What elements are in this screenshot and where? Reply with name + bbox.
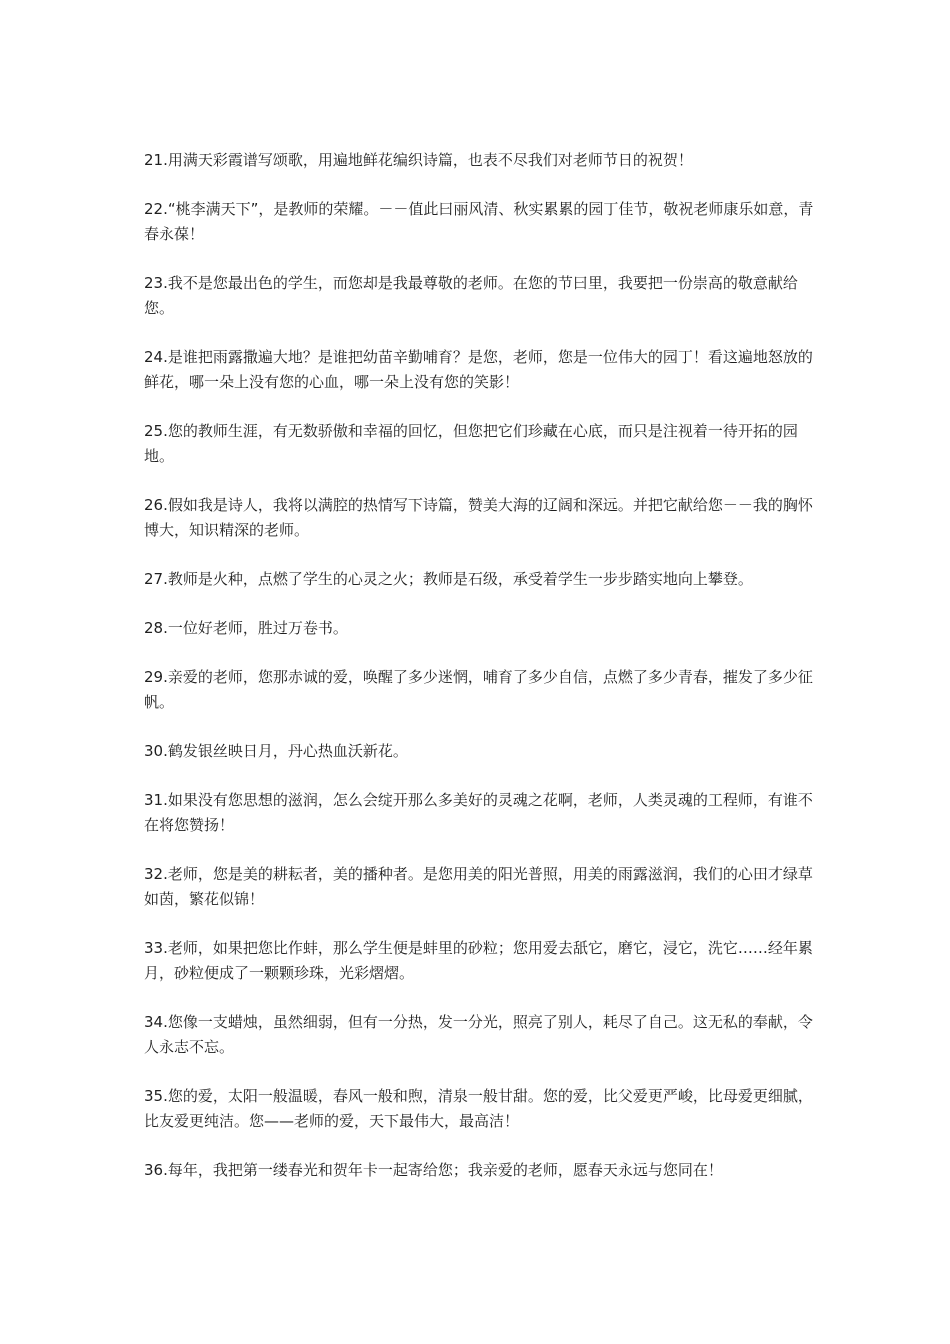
paragraph-30: 30.鹤发银丝映日月，丹心热血沃新花。 xyxy=(144,742,408,760)
paragraph-34: 34.您像一支蜡烛，虽然细弱，但有一分热，发一分光，照亮了别人，耗尽了自己。这无私的奉献，令人永志不忘。 xyxy=(144,1013,813,1056)
paragraph-32: 32.老师，您是美的耕耘者，美的播种者。是您用美的阳光普照，用美的雨露滋润，我们的心田才绿草如茵，繁花似锦！ xyxy=(144,865,813,908)
paragraph-26: 26.假如我是诗人，我将以满腔的热情写下诗篇，赞美大海的辽阔和深远。并把它献给您－－我的胸怀博大，知识精深的老师。 xyxy=(144,496,813,539)
paragraph-27: 27.教师是火种，点燃了学生的心灵之火；教师是石级，承受着学生一步步踏实地向上攀登。 xyxy=(144,570,753,588)
paragraph-35: 35.您的爱，太阳一般温暖，春风一般和煦，清泉一般甘甜。您的爱，比父爱更严峻，比母爱更细腻，比友爱更纯洁。您——老师的爱，天下最伟大，最高洁！ xyxy=(144,1087,813,1130)
paragraph-33: 33.老师，如果把您比作蚌，那么学生便是蚌里的砂粒；您用爱去舐它，磨它，浸它，洗它……经年累月，砂粒便成了一颗颗珍珠，光彩熠熠。 xyxy=(144,939,813,982)
paragraph-22: 22.“桃李满天下”，是教师的荣耀。－－值此曰丽风清、秋实累累的园丁佳节，敬祝老师康乐如意，青春永葆！ xyxy=(144,200,814,243)
paragraph-23: 23.我不是您最出色的学生，而您却是我最尊敬的老师。在您的节曰里，我要把一份崇高的敬意献给您。 xyxy=(144,274,798,317)
paragraph-21: 21.用满天彩霞谱写颂歌，用遍地鲜花编织诗篇，也表不尽我们对老师节日的祝贺！ xyxy=(144,151,693,169)
paragraph-31: 31.如果没有您思想的滋润，怎么会绽开那么多美好的灵魂之花啊，老师，人类灵魂的工程师，有谁不在将您赞扬！ xyxy=(144,791,813,834)
paragraph-28: 28.一位好老师，胜过万卷书。 xyxy=(144,619,348,637)
paragraph-25: 25.您的教师生涯，有无数骄傲和幸福的回忆，但您把它们珍藏在心底，而只是注视着一待开拓的园地。 xyxy=(144,422,798,465)
paragraph-29: 29.亲爱的老师，您那赤诚的爱，唤醒了多少迷惘，哺育了多少自信，点燃了多少青春，摧发了多少征帆。 xyxy=(144,668,813,711)
paragraph-24: 24.是谁把雨露撒遍大地？是谁把幼苗辛勤哺育？是您，老师，您是一位伟大的园丁！看这遍地怒放的鲜花，哪一朵上没有您的心血，哪一朵上没有您的笑影！ xyxy=(144,348,813,391)
paragraph-36: 36.每年，我把第一缕春光和贺年卡一起寄给您；我亲爱的老师，愿春天永远与您同在！ xyxy=(144,1161,723,1179)
document-body xyxy=(144,148,814,1207)
